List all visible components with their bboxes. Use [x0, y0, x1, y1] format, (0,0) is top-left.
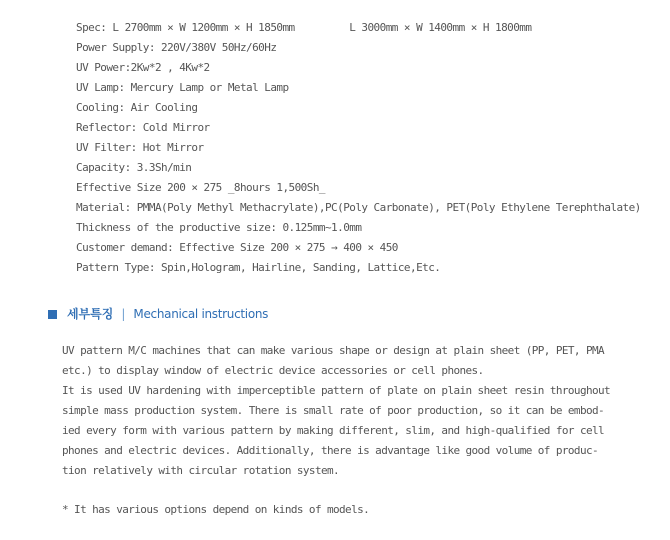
square-bullet-icon — [48, 310, 57, 319]
spec-uv-lamp: UV Lamp: Mercury Lamp or Metal Lamp — [76, 81, 289, 94]
spec-power-supply: Power Supply: 220V/380V 50Hz/60Hz — [76, 41, 277, 54]
description-line: It is used UV hardening with imperceptible pattern of plate on plain sheet resin throughout — [62, 384, 611, 397]
description-line: tion relatively with circular rotation system. — [62, 464, 340, 477]
description-line: UV pattern M/C machines that can make various shape or design at plain sheet (PP, PET, PMA — [62, 344, 605, 357]
section-title-korean: 세부특징 — [67, 307, 114, 321]
description-paragraph — [62, 341, 622, 481]
spec-dimensions: Spec: L 2700mm × W 1200mm × H 1850mm L 3000mm × W 1400mm × H 1800mm — [76, 21, 532, 34]
spec-effective-size: Effective Size 200 × 275 _8hours 1,500Sh_ — [76, 181, 325, 194]
spec-capacity: Capacity: 3.3Sh/min — [76, 161, 192, 174]
section-title-separator: | — [121, 307, 126, 321]
description-line: simple mass production system. There is small rate of poor production, so it can be embod- — [62, 404, 605, 417]
options-note: * It has various options depend on kinds of models. — [62, 503, 370, 516]
description-line: phones and electric devices. Additionally, there is advantage like good volume of produc- — [62, 444, 599, 457]
spec-customer-demand: Customer demand: Effective Size 200 × 275 → 400 × 450 — [76, 241, 398, 254]
description-line: ied every form with various pattern by making different, slim, and high-qualified for cell — [62, 424, 605, 437]
spec-list — [76, 18, 641, 278]
spec-cooling: Cooling: Air Cooling — [76, 101, 198, 114]
spec-uv-power: UV Power:2Kw*2 , 4Kw*2 — [76, 61, 210, 74]
spec-thickness: Thickness of the productive size: 0.125mm~1.0mm — [76, 221, 362, 234]
section-title-english: Mechanical instructions — [133, 307, 269, 321]
section-heading — [48, 305, 268, 323]
spec-reflector: Reflector: Cold Mirror — [76, 121, 210, 134]
spec-uv-filter: UV Filter: Hot Mirror — [76, 141, 204, 154]
description-line: etc.) to display window of electric device accessories or cell phones. — [62, 364, 484, 377]
spec-pattern-type: Pattern Type: Spin,Hologram, Hairline, Sanding, Lattice,Etc. — [76, 261, 441, 274]
spec-material: Material: PMMA(Poly Methyl Methacrylate),PC(Poly Carbonate), PET(Poly Ethylene Terephthalate) — [76, 201, 641, 214]
